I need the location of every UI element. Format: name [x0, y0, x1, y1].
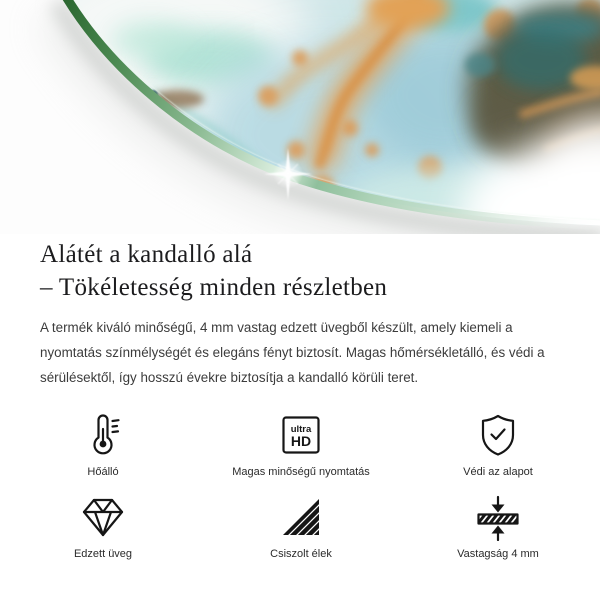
feature-label: Vastagság 4 mm — [457, 548, 539, 560]
hero-product-image — [0, 0, 600, 234]
feature-label: Edzett üveg — [73, 548, 133, 560]
feature-thickness — [396, 493, 600, 561]
page-title — [40, 238, 560, 304]
feature-polished-edges — [206, 493, 396, 561]
ultra-hd-badge-bottom: HD — [290, 433, 312, 449]
page-title-line2: – Tökéletesség minden részletben — [40, 274, 388, 301]
feature-protects-base — [396, 411, 600, 479]
glass-mat-illustration — [0, 0, 600, 234]
feature-label: Hőálló — [87, 466, 119, 478]
diamond-icon — [79, 493, 127, 541]
feature-ultra-hd-print — [206, 411, 396, 479]
ultra-hd-icon — [277, 411, 325, 459]
polished-edge-icon — [277, 493, 325, 541]
product-description: A termék kiváló minőségű, 4 mm vastag edzett üvegből készült, amely kiemeli a nyomtatás színmélységét és elegáns fényt biztosít. Magas hőmérsékletálló, és védi a sérülésektől, így hosszú évekre biztosítja a kandalló körüli teret. — [40, 320, 545, 385]
feature-label: Csiszolt élek — [270, 548, 332, 560]
feature-label: Magas minőségű nyomtatás — [232, 466, 370, 478]
thickness-icon — [474, 493, 522, 541]
feature-tempered-glass — [0, 493, 206, 561]
shield-check-icon — [474, 411, 522, 459]
page-title-line1: Alátét a kandalló alá — [40, 241, 253, 268]
ultra-hd-badge-top: ultra — [290, 424, 312, 435]
feature-heat-resistant — [0, 411, 206, 479]
feature-label: Védi az alapot — [463, 466, 533, 478]
feature-grid — [0, 411, 600, 561]
thermometer-icon — [79, 411, 127, 459]
